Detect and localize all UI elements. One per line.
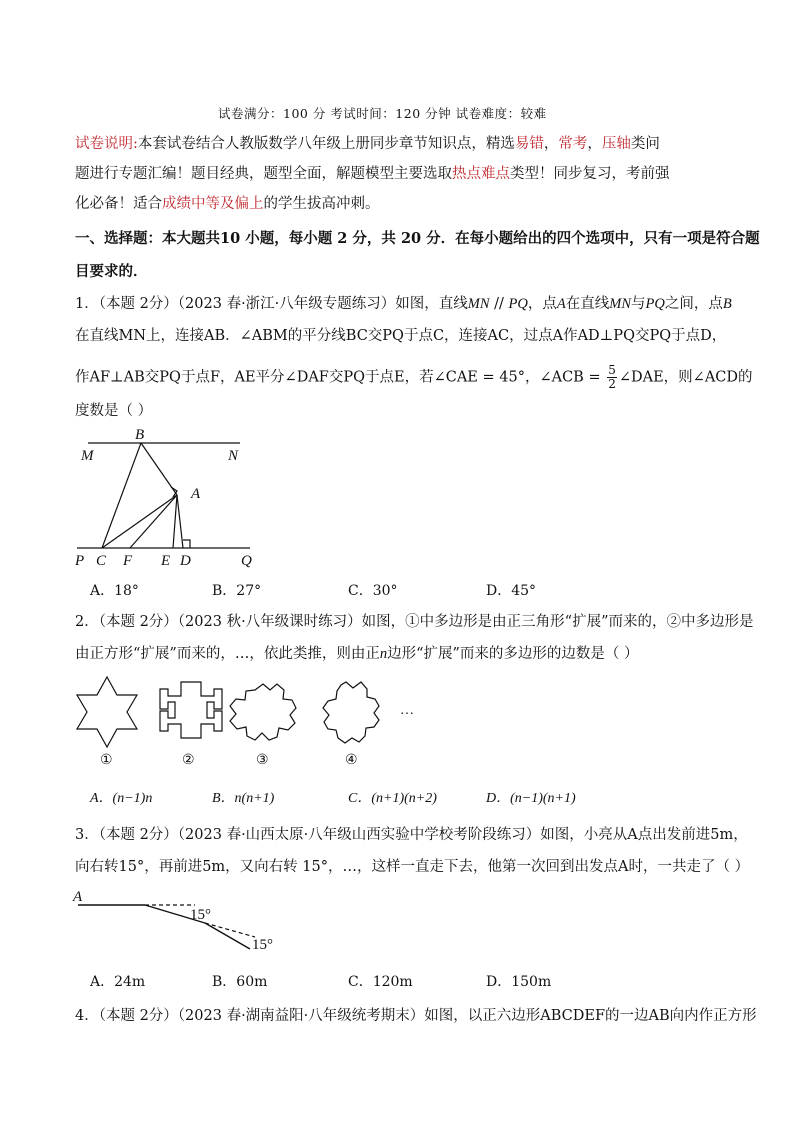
figure-label-2: ② <box>182 753 195 768</box>
label-a: A <box>191 486 201 502</box>
segment-ac <box>102 495 177 548</box>
intro-line-2: 题进行专题汇编！题目经典，题型全面，解题模型主要选取热点难点类型！同步复习，考前强 <box>75 166 670 182</box>
q1-option-a[interactable]: A．18° <box>90 583 139 599</box>
q2-line-2: 由正方形“扩展”而来的，…，依此类推，则由正n边形“扩展”而来的多边形的边数是（ ） <box>75 646 639 662</box>
label-f: F <box>123 553 133 569</box>
q3-option-a[interactable]: A．24m <box>90 974 146 990</box>
q1-option-d[interactable]: D．45° <box>486 583 537 599</box>
extended-hexagon-shape <box>323 682 379 743</box>
label-c: C <box>96 553 107 569</box>
segment-ad <box>177 495 183 548</box>
figure-label-1: ① <box>100 753 113 768</box>
q4-line-1: 4．（本题 2分）（2023 春·湖南益阳·八年级统考期末）如图，以正六边形ABCDEF的一边AB向内作正方形 <box>75 1008 757 1024</box>
q2-line-1: 2．（本题 2分）（2023 秋·八年级课时练习）如图，①中多边形是由正三角形“扩展”而来的，②中多边形是 <box>75 614 754 630</box>
figure-ellipsis: … <box>400 703 414 718</box>
segment-bc <box>102 443 141 548</box>
q3-option-b[interactable]: B．60m <box>212 974 268 990</box>
label-b: B <box>135 427 145 443</box>
intro-line-1: 试卷说明:本套试卷结合人教版数学八年级上册同步章节知识点，精选易错，常考，压轴类问 <box>75 136 660 152</box>
q1-line-3: 作AF⊥AB交PQ于点F，AE平分∠DAF交PQ于点E，若∠CAE = 45°，∠ACB = $\frac{5}{2}$ ∠DAE，则∠ACD的 <box>75 363 753 391</box>
q3-path-figure <box>70 885 290 960</box>
segment-af <box>130 495 177 548</box>
label-m: M <box>81 448 94 464</box>
angle-label-1: 15° <box>190 907 211 923</box>
label-d: D <box>180 553 191 569</box>
q1-line-2: 在直线MN上，连接AB．∠ABM的平分线BC交PQ于点C，连接AC，过点A作AD⊥PQ交PQ于点D， <box>75 328 727 344</box>
exam-header: 试卷满分：100 分 考试时间：120 分钟 试卷难度：较难 <box>218 106 547 121</box>
q1-line-1: 1．（本题 2分）（2023 春·浙江·八年级专题练习）如图，直线MN // PQ，点A在直线MN与PQ之间，点B <box>75 296 732 312</box>
label-n: N <box>228 448 239 464</box>
q2-option-a[interactable]: A．(n−1)n <box>90 791 153 806</box>
q1-geometry-figure <box>75 425 275 570</box>
label-p: P <box>75 553 85 569</box>
section-title-line-2: 目要求的． <box>75 263 148 280</box>
q2-option-d[interactable]: D．(n−1)(n+1) <box>486 791 576 806</box>
star-of-david-shape <box>77 677 137 747</box>
q3-option-d[interactable]: D．150m <box>486 974 552 990</box>
right-angle-d <box>183 540 190 548</box>
extension-line-2 <box>205 923 255 937</box>
label-q: Q <box>241 553 252 569</box>
figure-label-4: ④ <box>345 753 358 768</box>
segment-ae <box>173 495 177 548</box>
fraction: $\frac{5}{2}$ <box>608 363 616 391</box>
q1-option-b[interactable]: B．27° <box>212 583 262 599</box>
q2-polygon-figures <box>70 672 430 772</box>
q3-line-2: 向右转15°，再前进5m，又向右转 15°，…，这样一直走下去，他第一次回到出发点A时，一共走了（ ） <box>75 859 750 875</box>
extended-square-shape <box>160 682 222 738</box>
q1-line-4: 度数是（ ） <box>75 403 153 419</box>
angle-label-2: 15° <box>252 937 273 953</box>
extended-pentagon-shape <box>230 684 296 740</box>
q2-option-c[interactable]: C．(n+1)(n+2) <box>348 791 437 806</box>
path-segment-3 <box>205 923 250 949</box>
q3-line-1: 3．（本题 2分）（2023 春·山西太原·八年级山西实验中学校考阶段练习）如图，小亮从A点出发前进5m， <box>75 827 748 843</box>
intro-line-3: 化必备！适合成绩中等及偏上的学生拔高冲刺。 <box>75 196 380 212</box>
q1-option-c[interactable]: C．30° <box>348 583 398 599</box>
figure-label-3: ③ <box>256 753 269 768</box>
q3-option-c[interactable]: C．120m <box>348 974 413 990</box>
label-e: E <box>161 553 171 569</box>
label-a: A <box>73 889 83 905</box>
intro-label: 试卷说明: <box>75 136 138 152</box>
section-title-line-1: 一、选择题：本大题共10 小题，每小题 2 分，共 20 分．在每小题给出的四个选项中，只有一项是符合题 <box>75 230 760 247</box>
q2-option-b[interactable]: B．n(n+1) <box>212 791 275 806</box>
